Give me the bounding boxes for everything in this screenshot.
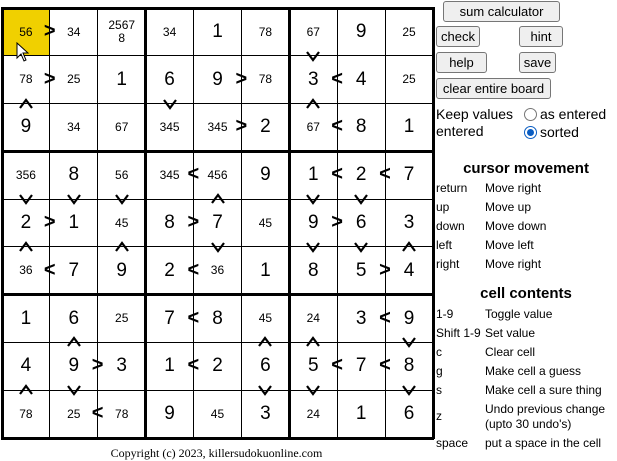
less-than-sign: < [379,163,391,186]
shortcut-key: return [436,181,468,195]
shortcut-description: Move right [485,257,542,271]
shortcut-description: Toggle value [485,307,553,321]
sudoku-cell[interactable]: 34 [67,24,81,39]
sudoku-cell[interactable]: 78 [258,72,273,87]
sudoku-cell[interactable]: 1 [68,212,80,234]
mouse-pointer-icon [16,42,30,62]
less-than-sign: < [91,402,104,425]
box-border-line [288,7,291,439]
hint-button[interactable]: hint [519,26,563,47]
shortcut-key: space [436,436,469,450]
sudoku-cell[interactable]: 25 [67,72,81,87]
down-chevron-sign [66,384,82,396]
box-border-line [1,150,434,153]
greater-than-sign: > [379,258,391,281]
shortcut-key: z [436,409,442,423]
sudoku-cell[interactable]: 1 [355,403,367,425]
shortcut-key: down [436,219,465,233]
shortcut-description: put a space in the cell [485,436,602,450]
greater-than-sign: > [91,354,104,377]
copyright-text: Copyright (c) 2023, killersudokuonline.com [110,446,323,460]
down-chevron-sign [353,241,369,253]
sudoku-cell[interactable]: 9 [116,259,127,281]
shortcut-key: Shift 1-9 [436,326,481,340]
sudoku-cell[interactable]: 7 [403,164,415,186]
down-chevron-sign [210,241,226,253]
sudoku-cell[interactable]: 6 [68,307,80,329]
shortcut-description: Move right [485,181,542,195]
greater-than-sign: > [43,67,56,90]
clear-board-button[interactable]: clear entire board [436,78,551,99]
shortcut-description: Move up [485,200,532,214]
sudoku-cell[interactable]: 78 [115,406,129,421]
shortcut-description: Clear cell [485,345,536,359]
less-than-sign: < [187,354,200,377]
sudoku-cell[interactable]: 34 [162,24,177,39]
up-chevron-sign [305,98,321,110]
sudoku-cell[interactable]: 36 [19,263,33,278]
less-than-sign: < [43,258,56,281]
shortcut-description: Make cell a sure thing [485,383,602,397]
sudoku-cell[interactable]: 2 [20,212,32,234]
sudoku-cell[interactable]: 7 [355,355,367,377]
sudoku-cell[interactable]: 9 [260,164,271,186]
less-than-sign: < [187,306,200,329]
sudoku-cell[interactable]: 9 [68,355,80,377]
sudoku-cell[interactable]: 1 [20,307,32,329]
sudoku-cell[interactable]: 3 [403,212,415,234]
down-chevron-sign [114,193,130,205]
sudoku-cell[interactable]: 1 [307,164,319,186]
sudoku-cell[interactable]: 1 [403,116,415,138]
sudoku-cell[interactable]: 3 [355,307,367,329]
down-chevron-sign [401,336,417,348]
shortcut-key: up [436,200,450,214]
cursor-movement-heading: cursor movement [463,160,589,177]
down-chevron-sign [66,193,82,205]
sudoku-cell[interactable]: 25 [67,406,81,421]
less-than-sign: < [331,115,343,138]
less-than-sign: < [187,163,200,186]
help-button[interactable]: help [436,52,487,73]
sudoku-cell[interactable]: 8 [164,212,175,234]
sudoku-cell[interactable]: 24 [306,311,320,326]
sudoku-cell[interactable]: 67 [306,120,320,135]
sudoku-cell[interactable]: 8 [307,259,319,281]
cell-border-line [1,55,434,56]
sudoku-cell[interactable]: 36 [210,263,225,278]
box-border-line [1,293,434,296]
greater-than-sign: > [43,19,56,42]
sudoku-cell[interactable]: 9 [164,403,175,425]
sudoku-cell[interactable]: 67 [115,120,129,135]
sudoku-cell[interactable]: 5 [307,355,319,377]
greater-than-sign: > [235,67,248,90]
less-than-sign: < [331,67,343,90]
sudoku-cell[interactable]: 7 [68,259,80,281]
down-chevron-sign [305,193,321,205]
sudoku-cell[interactable]: 4 [20,355,32,377]
sudoku-cell[interactable]: 25 [402,24,416,39]
up-chevron-sign [18,384,34,396]
sudoku-cell[interactable]: 6 [260,355,271,377]
sudoku-cell[interactable]: 2 [260,116,271,138]
sudoku-cell[interactable]: 9 [212,68,223,90]
up-chevron-sign [257,336,273,348]
down-chevron-sign [305,50,321,62]
sudoku-cell[interactable]: 6 [403,403,415,425]
up-chevron-sign [305,336,321,348]
sudoku-cell[interactable]: 25 [402,72,416,87]
up-chevron-sign [114,241,130,253]
down-chevron-sign [305,241,321,253]
sudoku-cell[interactable]: 9 [355,20,367,42]
sudoku-cell[interactable]: 345 [159,167,180,182]
keep-values-label-2: entered [436,123,484,139]
sudoku-cell[interactable]: 1 [260,259,271,281]
sudoku-cell[interactable]: 3 [116,355,127,377]
less-than-sign: < [331,354,343,377]
up-chevron-sign [210,193,226,205]
down-chevron-sign [18,193,34,205]
sudoku-cell[interactable]: 8 [68,164,80,186]
sudoku-cell[interactable]: 356 [15,167,36,182]
control-panel [435,0,617,458]
sudoku-cell[interactable]: 45 [258,311,273,326]
sudoku-cell[interactable]: 9 [403,307,415,329]
cell-border-line [1,103,434,104]
up-chevron-sign [18,98,34,110]
greater-than-sign: > [235,115,248,138]
sudoku-cell[interactable]: 34 [67,120,81,135]
shortcut-description: Make cell a guess [485,364,582,378]
shortcut-description: Move down [485,219,547,233]
shortcut-description: Undo previous change (upto 30 undo's) [485,402,606,431]
sudoku-cell[interactable]: 78 [258,24,273,39]
as-entered-label[interactable]: as entered [540,106,607,122]
check-button[interactable]: check [436,26,480,47]
sudoku-cell[interactable]: 78 [19,72,33,87]
sudoku-cell[interactable]: 8 [212,307,223,329]
up-chevron-sign [66,336,82,348]
sudoku-cell[interactable]: 3 [260,403,271,425]
down-chevron-sign [162,98,178,110]
sudoku-cell[interactable]: 45 [210,406,225,421]
sudoku-cell[interactable]: 1 [212,20,223,42]
sudoku-cell[interactable]: 2 [164,259,175,281]
sudoku-cell[interactable]: 45 [258,215,273,230]
shortcut-key: s [436,383,442,397]
sudoku-cell[interactable]: 8 [403,355,415,377]
greater-than-sign: > [43,211,56,233]
sudoku-cell[interactable]: 345 [207,120,228,135]
keep-values-label: Keep values [436,106,514,122]
sudoku-cell[interactable]: 3 [307,68,319,90]
sudoku-cell[interactable]: 6 [164,68,175,90]
greater-than-sign: > [331,211,343,233]
greater-than-sign: > [187,211,200,233]
sudoku-cell[interactable]: 7 [212,212,223,234]
sudoku-cell[interactable]: 4 [403,259,415,281]
down-chevron-sign [305,384,321,396]
shortcut-key: right [436,257,460,271]
less-than-sign: < [379,306,391,329]
sudoku-cell[interactable]: 8 [355,116,367,138]
as-entered-radio[interactable] [524,108,537,121]
sudoku-cell[interactable]: 25 [115,311,129,326]
sudoku-cell[interactable]: 456 [207,167,228,182]
shortcut-key: left [436,238,453,252]
shortcut-key: c [436,345,442,359]
sudoku-cell[interactable]: 5 [355,259,367,281]
up-chevron-sign [401,241,417,253]
sudoku-cell[interactable]: 56 [3,9,49,55]
cell-contents-heading: cell contents [480,285,572,302]
sudoku-cell[interactable]: 4 [355,68,367,90]
sudoku-cell[interactable]: 1 [116,68,127,90]
sum-calculator-button[interactable]: sum calculator [443,1,560,22]
sudoku-cell[interactable]: 78 [19,406,33,421]
sudoku-board [2,8,433,438]
down-chevron-sign [401,384,417,396]
sudoku-cell[interactable]: 56 [115,167,129,182]
shortcut-key: 1-9 [436,307,454,321]
sudoku-cell[interactable]: 67 [306,24,320,39]
sorted-radio[interactable] [524,126,537,139]
sudoku-cell[interactable]: 9 [307,212,319,234]
sudoku-cell[interactable]: 2 [212,355,223,377]
up-chevron-sign [18,241,34,253]
shortcut-key: g [436,364,443,378]
sudoku-cell[interactable]: 6 [355,212,367,234]
box-border-line [144,7,147,439]
sudoku-cell[interactable]: 7 [164,307,175,329]
sudoku-cell[interactable]: 345 [159,120,180,135]
sudoku-cell[interactable]: 24 [306,406,320,421]
sudoku-cell[interactable]: 2567 8 [108,18,136,45]
shortcut-description: Move left [485,238,534,252]
less-than-sign: < [187,258,200,281]
sudoku-cell[interactable]: 45 [115,215,129,230]
sudoku-cell[interactable]: 9 [20,116,32,138]
save-button[interactable]: save [519,52,556,73]
sudoku-cell[interactable]: 1 [164,355,175,377]
box-border-line [1,7,434,10]
sudoku-cell[interactable]: 2 [355,164,367,186]
less-than-sign: < [379,354,391,377]
box-border-line [1,437,434,440]
down-chevron-sign [353,193,369,205]
less-than-sign: < [331,163,343,186]
down-chevron-sign [257,384,273,396]
shortcut-description: Set value [485,326,536,340]
sorted-label[interactable]: sorted [540,124,579,140]
box-border-line [1,7,4,439]
